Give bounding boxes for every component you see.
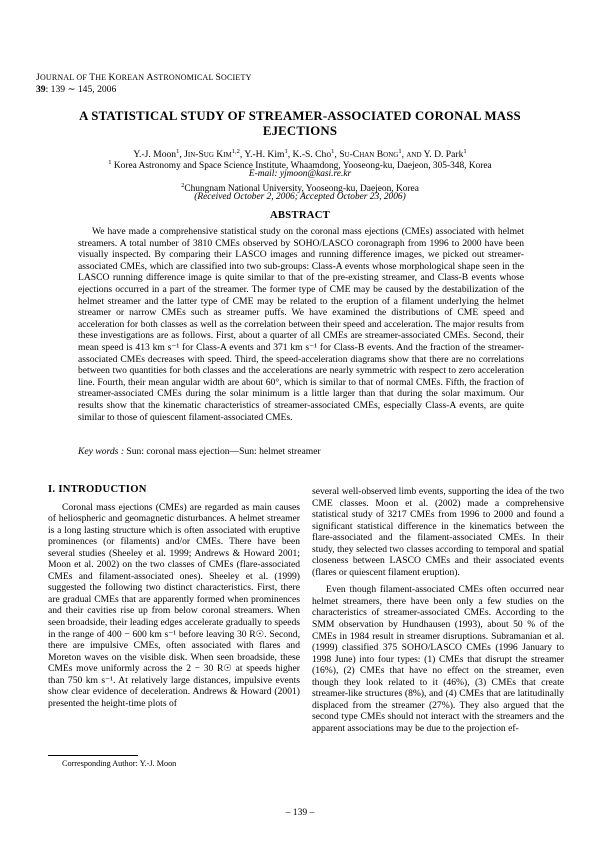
author-list: Y.-J. Moon$^1$, Jin-Sug Kim$^{1,2}$, Y.-H. Kim$^1$, K.-S. Cho$^1$, Su-Chan Bong$^1$, and Y. D. Park$^1$ xyxy=(133,148,467,161)
intro-paragraph-3: Even though filament-associated CMEs often occurred near helmet streamers, there have been only a few studies on the characteristics of streamer-associated CMEs. According to the SMM observation by Hundhausen (1993), about 50 % of the CMEs in 1984 result in streamer disruptions. Subramanian et al. (1999) classified 375 SOHO/LASCO CMEs (1996 January to 1998 June) into four types: (1) CMEs that disrupt the streamer (16%), (2) CMEs that have no effect on the streamer, even though they look related to it (46%), (3) CMEs that create streamer-like structures (8%), and (4) CMEs that are latitudinally displaced from the streamer (27%). They also argued that the second type CMEs should not interact with the streamers and the apparent associations may be due to the projection ef- xyxy=(312,584,564,734)
right-column xyxy=(312,486,564,734)
author-email: E-mail: yjmoon@kasi.re.kr xyxy=(248,169,352,179)
journal-name: JOURNAL OF THE KOREAN ASTRONOMICAL SOCIETY xyxy=(36,72,252,83)
footnote-rule xyxy=(48,755,138,756)
intro-paragraph-2: several well-observed limb events, supporting the idea of the two CME classes. Moon et al. (2002) made a comprehensive statistical study of 3217 CMEs from 1996 to 2000 and found a significant statistical difference in the kinematics between the flare-associated and the filament-associated CMEs. In their study, they selected two classes according to temporal and spatial closeness between LASCO CMEs and their associated events (flares or quiescent filament eruption). xyxy=(312,486,564,578)
page-number: – 139 – xyxy=(285,807,315,818)
affiliation-1: $^1$ Korea Astronomy and Space Science Institute, Whaamdong, Yooseong-ku, Daejeon, 305-348, Korea xyxy=(108,159,492,172)
left-column xyxy=(48,484,300,709)
abstract-body: We have made a comprehensive statistical study on the coronal mass ejections (CMEs) associated with helmet streamers. A total number of 3810 CMEs observed by SOHO/LASCO coronagraph from 1996 to 2000 have been visually inspected. By comparing their LASCO images and running difference images, we picked out streamer-associated CMEs, which are classified into two sub-groups: Class-A events whose morphological shape seen in the LASCO running difference image is quite similar to that of the pre-existing streamer, and Class-B events whose ejections occurred in a part of the streamer. The former type of CME may be caused by the destabilization of the helmet streamer and the latter type of CME may be related to the eruption of a filament underlying the helmet streamer or narrow CMEs such as streamer puffs. We have examined the distributions of CME speed and acceleration for both classes as well as the correlation between their speed and acceleration. The major results from these investigations are as follows. First, about a quarter of all CMEs are streamer-associated CMEs. Second, their mean speed is 413 km s⁻¹ for Class-A events and 371 km s⁻¹ for Class-B events. And the fraction of the streamer-associated CMEs decreases with speed. Third, the speed-acceleration diagrams show that there are no correlations between two quantities for both classes and the accelerations are nearly symmetric with respect to zero acceleration line. Fourth, their mean angular width are about 60°, which is similar to that of normal CMEs. Fifth, the fraction of streamer-associated CMEs during the solar minimum is a little larger than that during the solar maximum. Our results show that the kinematic characteristics of streamer-associated CMEs, especially Class-A events, are quite similar to those of quiescent filament-associated CMEs. xyxy=(78,226,524,423)
paper-title: A STATISTICAL STUDY OF STREAMER-ASSOCIATED CORONAL MASS EJECTIONS xyxy=(79,109,521,138)
journal-volume: 39: 139 ∼ 145, 2006 xyxy=(36,84,117,95)
intro-paragraph-1: Coronal mass ejections (CMEs) are regarded as main causes of heliospheric and geomagnetic disturbances. A helmet streamer is a long lasting structure which is often associated with eruptive prominences (or filaments) and/or CMEs. There have been several studies (Sheeley et al. 1999; Andrews & Howard 2001; Moon et al. 2002) on the two classes of CMEs (flare-associated CMEs and filament-associated ones). Sheeley et al. (1999) suggested the following two distinct characteristics. First, there are gradual CMEs that are apparently formed when prominences and their cavities rise up from below coronal streamers. When seen broadside, their leading edges accelerate gradually to speeds in the range of 400 − 600 km s⁻¹ before leaving 30 R☉. Second, there are impulsive CMEs, often associated with flares and Moreton waves on the visible disk. When seen broadside, these CMEs move uniformly across the 2 − 30 R☉ at speeds higher than 750 km s⁻¹. At relatively large distances, impulsive events show clear evidence of deceleration. Andrews & Howard (2001) presented the height-time plots of xyxy=(48,501,300,709)
section-heading-introduction: I. INTRODUCTION xyxy=(48,484,147,495)
corresponding-author-footnote: Corresponding Author: Y.-J. Moon xyxy=(62,759,177,768)
affiliation-2: $^2$Chungnam National University, Yooseong-ku, Daejeon, Korea xyxy=(181,182,419,195)
abstract-heading: ABSTRACT xyxy=(269,210,331,221)
received-dates: (Received October 2, 2006; Accepted October 23, 2006) xyxy=(194,192,406,202)
keywords: Key words : Sun: coronal mass ejection—Sun: helmet streamer xyxy=(78,446,321,457)
